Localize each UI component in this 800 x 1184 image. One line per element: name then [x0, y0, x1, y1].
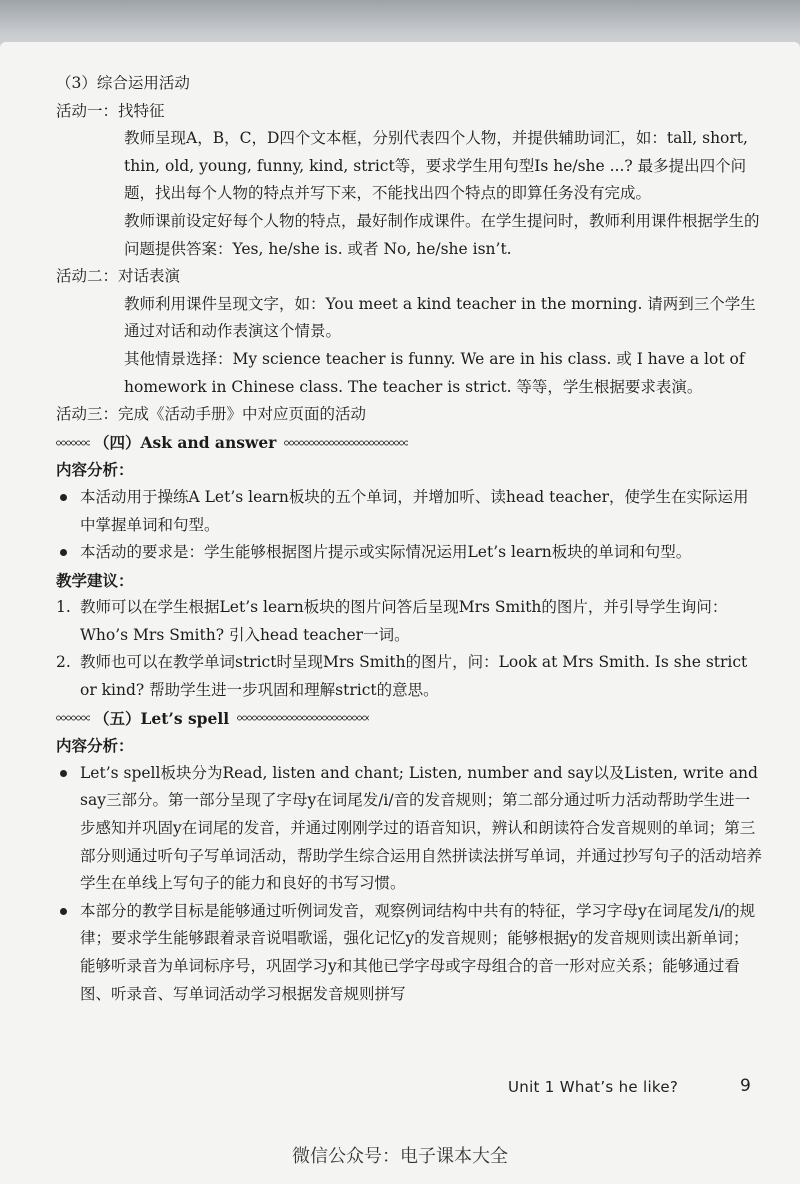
activity-2-paragraph-1: 教师利用课件呈现文字，如：You meet a kind teacher in the morning. 请两到三个学生通过对话和动作表演这个情景。	[124, 294, 756, 341]
section-5-heading	[56, 705, 764, 733]
section-5-bullet	[56, 898, 764, 1008]
activity-1-title: 活动一：找特征	[56, 101, 165, 120]
section-4-suggestion-label: 教学建议：	[56, 570, 134, 590]
item-text: 教师可以在学生根据Let’s learn板块的图片问答后呈现Mrs Smith的图片，并引导学生询问：Who’s Mrs Smith? 引入head teacher一词。	[80, 598, 728, 644]
activity-1-paragraph-1: 教师呈现A，B，C，D四个文本框，分别代表四个人物，并提供辅助词汇，如：tall, short, thin, old, young, funny, kind, strict等，要求学生用句型Is he/she ...? 最多提出四个问题，找出每个人物的特点并写下来，不能找出四个特点的即算任务没有完成。	[124, 129, 748, 203]
activity-1-paragraph-2: 教师课前设定好每个人物的特点，最好制作成课件。在学生提问时，教师利用课件根据学生的问题提供答案：Yes, he/she is. 或者 No, he/she isn’t.	[124, 211, 760, 258]
running-footer-unit: Unit 1 What’s he like?	[508, 1078, 679, 1096]
bullet-icon	[60, 908, 67, 915]
bullet-text: Let’s spell板块分为Read, listen and chant; Listen, number and say以及Listen, write and say三部分。第一部分呈现了字母y在词尾发/i/音的发音规则；第二部分通过听力活动帮助学生进一步感知并巩固y在词尾的发音，并通过刚刚学过的语音知识，辨认和朗读符合发音规则的单词；第三部分则通过听句子写单词活动，帮助学生综合运用自然拼读法拼写单词，并通过抄写句子的活动培养学生在单线上写句子的能力和良好的书写习惯。	[80, 763, 763, 893]
section-5-analysis-label: 内容分析：	[56, 736, 134, 756]
decorative-wave-left	[56, 713, 90, 723]
page-body	[56, 70, 764, 1008]
decorative-wave-right	[284, 438, 408, 448]
section-4-analysis-label: 内容分析：	[56, 460, 134, 480]
numbered-item	[56, 649, 764, 704]
item-text: 教师也可以在教学单词strict时呈现Mrs Smith的图片，问：Look at Mrs Smith. Is she strict or kind? 帮助学生进一步巩固和理解strict的意思。	[80, 653, 748, 700]
section-4-title: （四）Ask and answer	[94, 432, 277, 452]
decorative-wave-left	[56, 438, 90, 448]
page-number: 9	[740, 1076, 751, 1096]
activity-2-paragraph-2: 其他情景选择：My science teacher is funny. We are in his class. 或 I have a lot of homework in Chinese class. The teacher is strict. 等等，学生根据要求表演。	[124, 349, 745, 396]
bullet-icon	[60, 549, 67, 556]
activity-3-title: 活动三：完成《活动手册》中对应页面的活动	[56, 405, 367, 424]
bullet-text: 本部分的教学目标是能够通过听例词发音，观察例词结构中共有的特征，学习字母y在词尾发/i/的规律；要求学生能够跟着录音说唱歌谣，强化记忆y的发音规则；能够根据y的发音规则读出新单词；能够听录音为单词标序号，巩固学习y和其他已学字母或字母组合的音一形对应关系；能够通过看图、听录音、写单词活动学习根据发音规则拼写	[80, 901, 756, 1003]
decorative-wave-right	[237, 713, 369, 723]
watermark-text: 微信公众号：电子课本大全	[292, 1146, 508, 1167]
bullet-icon	[60, 494, 67, 501]
item-number: 1.	[56, 598, 71, 617]
item-number: 2.	[56, 653, 71, 672]
section-5-bullet	[56, 760, 764, 898]
section-4-bullet	[56, 484, 764, 539]
bullet-text: 本活动的要求是：学生能够根据图片提示或实际情况运用Let’s learn板块的单词和句型。	[80, 543, 692, 562]
numbered-item	[56, 594, 764, 649]
section-4-bullet	[56, 539, 764, 567]
section-4-heading	[56, 429, 764, 457]
bullet-text: 本活动用于操练A Let’s learn板块的五个单词，并增加听、读head teacher，使学生在实际运用中掌握单词和句型。	[80, 487, 749, 534]
activity-2-title: 活动二：对话表演	[56, 267, 181, 286]
subsection-heading: （3）综合运用活动	[56, 74, 190, 92]
section-5-title: （五）Let’s spell	[94, 708, 230, 728]
bullet-icon	[60, 770, 67, 777]
